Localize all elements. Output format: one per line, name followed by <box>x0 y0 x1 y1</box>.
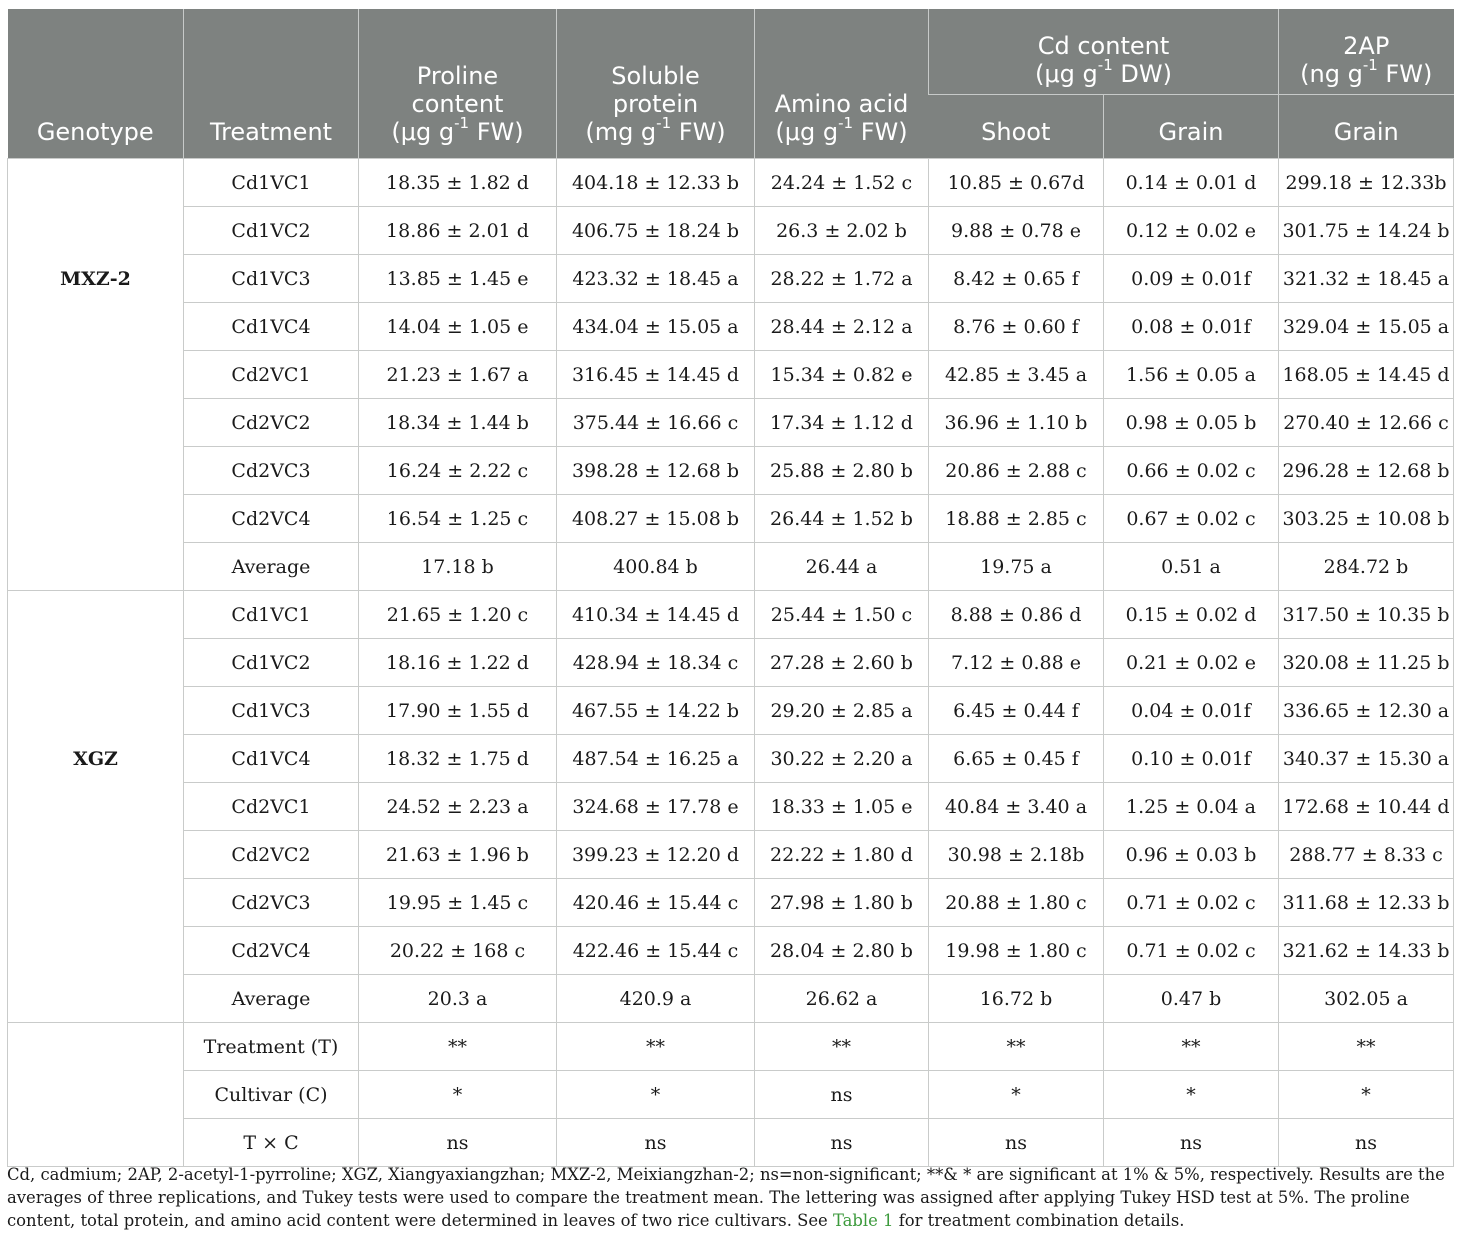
value-cell: 18.33 ± 1.05 e <box>755 783 929 831</box>
treatment-cell: Average <box>184 543 359 591</box>
value-cell: 26.44 ± 1.52 b <box>755 495 929 543</box>
value-cell: 9.88 ± 0.78 e <box>929 207 1104 255</box>
value-cell: 17.90 ± 1.55 d <box>359 687 557 735</box>
value-cell: ** <box>557 1023 755 1071</box>
value-cell: ** <box>929 1023 1104 1071</box>
treatment-cell: Cultivar (C) <box>184 1071 359 1119</box>
table-row <box>8 879 1454 927</box>
value-cell: 26.3 ± 2.02 b <box>755 207 929 255</box>
value-cell: ** <box>755 1023 929 1071</box>
value-cell: 404.18 ± 12.33 b <box>557 159 755 207</box>
genotype-cell <box>8 1119 184 1167</box>
treatment-cell: Cd1VC4 <box>184 735 359 783</box>
value-cell: 17.18 b <box>359 543 557 591</box>
value-cell: 288.77 ± 8.33 c <box>1279 831 1454 879</box>
table-1-link[interactable]: Table 1 <box>832 1211 894 1230</box>
table-row <box>8 351 1454 399</box>
treatment-cell: Cd1VC3 <box>184 255 359 303</box>
genotype-cell <box>8 831 184 879</box>
treatment-cell: Cd2VC3 <box>184 879 359 927</box>
value-cell: 18.32 ± 1.75 d <box>359 735 557 783</box>
table-row <box>8 639 1454 687</box>
value-cell: 398.28 ± 12.68 b <box>557 447 755 495</box>
value-cell: * <box>557 1071 755 1119</box>
value-cell: 422.46 ± 15.44 c <box>557 927 755 975</box>
value-cell: 28.44 ± 2.12 a <box>755 303 929 351</box>
table-footnote: Cd, cadmium; 2AP, 2-acetyl-1-pyrroline; XGZ, Xiangyaxiangzhan; MXZ-2, Meixiangzhan-2; ns=non-significant; **& * are significant at 1% & 5%, respectively. Results are the averages of three replications, and Tukey tests were used to compare the treatment mean. The lettering was assigned after applying Tukey HSD test at 5%. The proline content, total protein, and amino acid content were determined in leaves of two rice cultivars. See Table 1 for treatment combination details. <box>7 1165 1445 1230</box>
value-cell: 20.86 ± 2.88 c <box>929 447 1104 495</box>
value-cell: 8.42 ± 0.65 f <box>929 255 1104 303</box>
treatment-cell: T × C <box>184 1119 359 1167</box>
value-cell: 299.18 ± 12.33b <box>1279 159 1454 207</box>
value-cell: 316.45 ± 14.45 d <box>557 351 755 399</box>
value-cell: 28.22 ± 1.72 a <box>755 255 929 303</box>
value-cell: 1.56 ± 0.05 a <box>1104 351 1279 399</box>
value-cell: 0.15 ± 0.02 d <box>1104 591 1279 639</box>
value-cell: * <box>929 1071 1104 1119</box>
value-cell: 270.40 ± 12.66 c <box>1279 399 1454 447</box>
value-cell: 40.84 ± 3.40 a <box>929 783 1104 831</box>
table-row <box>8 303 1454 351</box>
value-cell: 17.34 ± 1.12 d <box>755 399 929 447</box>
value-cell: 15.34 ± 0.82 e <box>755 351 929 399</box>
table-row <box>8 927 1454 975</box>
treatment-cell: Cd1VC1 <box>184 591 359 639</box>
value-cell: 19.95 ± 1.45 c <box>359 879 557 927</box>
treatment-cell: Cd1VC2 <box>184 207 359 255</box>
genotype-cell <box>8 879 184 927</box>
treatment-cell: Cd1VC2 <box>184 639 359 687</box>
value-cell: 329.04 ± 15.05 a <box>1279 303 1454 351</box>
value-cell: ns <box>1279 1119 1454 1167</box>
value-cell: 19.75 a <box>929 543 1104 591</box>
value-cell: 0.96 ± 0.03 b <box>1104 831 1279 879</box>
value-cell: 420.46 ± 15.44 c <box>557 879 755 927</box>
value-cell: 0.09 ± 0.01f <box>1104 255 1279 303</box>
table-row <box>8 207 1454 255</box>
treatment-cell: Average <box>184 975 359 1023</box>
value-cell: 301.75 ± 14.24 b <box>1279 207 1454 255</box>
value-cell: 0.51 a <box>1104 543 1279 591</box>
value-cell: 21.65 ± 1.20 c <box>359 591 557 639</box>
value-cell: 172.68 ± 10.44 d <box>1279 783 1454 831</box>
value-cell: 24.24 ± 1.52 c <box>755 159 929 207</box>
value-cell: 25.44 ± 1.50 c <box>755 591 929 639</box>
value-cell: 18.35 ± 1.82 d <box>359 159 557 207</box>
genotype-cell <box>8 495 184 543</box>
value-cell: ns <box>359 1119 557 1167</box>
table-row <box>8 687 1454 735</box>
header-proline: Proline content (μg $g^{-1}$ FW) <box>359 9 557 159</box>
table-row <box>8 783 1454 831</box>
value-cell: 27.28 ± 2.60 b <box>755 639 929 687</box>
genotype-cell <box>8 543 184 591</box>
value-cell: 168.05 ± 14.45 d <box>1279 351 1454 399</box>
value-cell: 0.21 ± 0.02 e <box>1104 639 1279 687</box>
value-cell: 375.44 ± 16.66 c <box>557 399 755 447</box>
value-cell: 8.76 ± 0.60 f <box>929 303 1104 351</box>
header-2ap-grain: Grain <box>1279 95 1454 159</box>
value-cell: 410.34 ± 14.45 d <box>557 591 755 639</box>
genotype-cell <box>8 927 184 975</box>
value-cell: 24.52 ± 2.23 a <box>359 783 557 831</box>
value-cell: * <box>1104 1071 1279 1119</box>
treatment-cell: Cd2VC4 <box>184 927 359 975</box>
header-cd-content: Cd content (μg $g^{-1}$ DW) <box>929 9 1279 95</box>
value-cell: ns <box>755 1119 929 1167</box>
treatment-cell: Cd2VC3 <box>184 447 359 495</box>
value-cell: 27.98 ± 1.80 b <box>755 879 929 927</box>
header-cd-shoot: Shoot <box>929 95 1104 159</box>
value-cell: * <box>1279 1071 1454 1119</box>
table-container <box>7 9 1453 1167</box>
value-cell: ** <box>1104 1023 1279 1071</box>
table-row <box>8 1071 1454 1119</box>
value-cell: 14.04 ± 1.05 e <box>359 303 557 351</box>
treatment-cell: Cd1VC4 <box>184 303 359 351</box>
genotype-cell <box>8 639 184 687</box>
value-cell: 317.50 ± 10.35 b <box>1279 591 1454 639</box>
header-2ap: 2AP (ng $g^{-1}$ FW) <box>1279 9 1454 95</box>
treatment-cell: Cd2VC2 <box>184 831 359 879</box>
genotype-cell <box>8 159 184 207</box>
genotype-cell <box>8 687 184 735</box>
value-cell: 320.08 ± 11.25 b <box>1279 639 1454 687</box>
value-cell: 400.84 b <box>557 543 755 591</box>
value-cell: 399.23 ± 12.20 d <box>557 831 755 879</box>
table-row <box>8 1119 1454 1167</box>
value-cell: 21.23 ± 1.67 a <box>359 351 557 399</box>
value-cell: 20.88 ± 1.80 c <box>929 879 1104 927</box>
value-cell: 30.22 ± 2.20 a <box>755 735 929 783</box>
value-cell: 423.32 ± 18.45 a <box>557 255 755 303</box>
header-soluble-protein: Soluble protein (mg $g^{-1}$ FW) <box>557 9 755 159</box>
value-cell: 19.98 ± 1.80 c <box>929 927 1104 975</box>
value-cell: 16.24 ± 2.22 c <box>359 447 557 495</box>
genotype-cell <box>8 351 184 399</box>
value-cell: 0.71 ± 0.02 c <box>1104 879 1279 927</box>
header-treatment: Treatment <box>184 9 359 159</box>
value-cell: 36.96 ± 1.10 b <box>929 399 1104 447</box>
value-cell: 13.85 ± 1.45 e <box>359 255 557 303</box>
table-header <box>8 9 1454 159</box>
results-table <box>7 9 1454 1167</box>
header-amino-acid: Amino acid (μg $g^{-1}$ FW) <box>755 9 929 159</box>
genotype-cell <box>8 591 184 639</box>
genotype-cell <box>8 1023 184 1071</box>
value-cell: 0.12 ± 0.02 e <box>1104 207 1279 255</box>
table-row <box>8 399 1454 447</box>
value-cell: 296.28 ± 12.68 b <box>1279 447 1454 495</box>
value-cell: ns <box>755 1071 929 1119</box>
value-cell: 302.05 a <box>1279 975 1454 1023</box>
value-cell: 0.08 ± 0.01f <box>1104 303 1279 351</box>
value-cell: 20.22 ± 168 c <box>359 927 557 975</box>
header-cd-grain: Grain <box>1104 95 1279 159</box>
treatment-cell: Cd2VC4 <box>184 495 359 543</box>
value-cell: 6.45 ± 0.44 f <box>929 687 1104 735</box>
value-cell: 434.04 ± 15.05 a <box>557 303 755 351</box>
value-cell: 8.88 ± 0.86 d <box>929 591 1104 639</box>
value-cell: 21.63 ± 1.96 b <box>359 831 557 879</box>
table-row <box>8 831 1454 879</box>
value-cell: 336.65 ± 12.30 a <box>1279 687 1454 735</box>
value-cell: 18.16 ± 1.22 d <box>359 639 557 687</box>
value-cell: 16.54 ± 1.25 c <box>359 495 557 543</box>
genotype-cell <box>8 447 184 495</box>
value-cell: 16.72 b <box>929 975 1104 1023</box>
table-row <box>8 591 1454 639</box>
value-cell: 0.10 ± 0.01f <box>1104 735 1279 783</box>
genotype-cell <box>8 975 184 1023</box>
value-cell: 30.98 ± 2.18b <box>929 831 1104 879</box>
table-row <box>8 447 1454 495</box>
value-cell: 284.72 b <box>1279 543 1454 591</box>
value-cell: 1.25 ± 0.04 a <box>1104 783 1279 831</box>
treatment-cell: Cd2VC2 <box>184 399 359 447</box>
value-cell: 22.22 ± 1.80 d <box>755 831 929 879</box>
treatment-cell: Cd2VC1 <box>184 351 359 399</box>
value-cell: 18.34 ± 1.44 b <box>359 399 557 447</box>
value-cell: 6.65 ± 0.45 f <box>929 735 1104 783</box>
value-cell: 0.71 ± 0.02 c <box>1104 927 1279 975</box>
value-cell: 321.32 ± 18.45 a <box>1279 255 1454 303</box>
genotype-cell <box>8 783 184 831</box>
value-cell: ns <box>929 1119 1104 1167</box>
value-cell: 0.14 ± 0.01 d <box>1104 159 1279 207</box>
value-cell: 0.98 ± 0.05 b <box>1104 399 1279 447</box>
value-cell: ns <box>557 1119 755 1167</box>
table-row <box>8 159 1454 207</box>
value-cell: 303.25 ± 10.08 b <box>1279 495 1454 543</box>
table-body <box>8 159 1454 1167</box>
header-genotype: Genotype <box>8 9 184 159</box>
genotype-cell <box>8 207 184 255</box>
value-cell: 18.88 ± 2.85 c <box>929 495 1104 543</box>
value-cell: ns <box>1104 1119 1279 1167</box>
table-row <box>8 495 1454 543</box>
value-cell: 487.54 ± 16.25 a <box>557 735 755 783</box>
table-row <box>8 1023 1454 1071</box>
table-row <box>8 975 1454 1023</box>
table-row <box>8 255 1454 303</box>
treatment-cell: Cd1VC3 <box>184 687 359 735</box>
genotype-cell: MXZ-2 <box>8 255 184 303</box>
value-cell: 10.85 ± 0.67d <box>929 159 1104 207</box>
value-cell: ** <box>359 1023 557 1071</box>
genotype-cell <box>8 1071 184 1119</box>
value-cell: 28.04 ± 2.80 b <box>755 927 929 975</box>
value-cell: * <box>359 1071 557 1119</box>
value-cell: 311.68 ± 12.33 b <box>1279 879 1454 927</box>
value-cell: 26.62 a <box>755 975 929 1023</box>
value-cell: 420.9 a <box>557 975 755 1023</box>
value-cell: 340.37 ± 15.30 a <box>1279 735 1454 783</box>
treatment-cell: Cd1VC1 <box>184 159 359 207</box>
value-cell: 0.47 b <box>1104 975 1279 1023</box>
value-cell: 428.94 ± 18.34 c <box>557 639 755 687</box>
value-cell: 26.44 a <box>755 543 929 591</box>
value-cell: 0.67 ± 0.02 c <box>1104 495 1279 543</box>
value-cell: 324.68 ± 17.78 e <box>557 783 755 831</box>
table-row <box>8 735 1454 783</box>
value-cell: 0.04 ± 0.01f <box>1104 687 1279 735</box>
value-cell: 20.3 a <box>359 975 557 1023</box>
genotype-cell <box>8 399 184 447</box>
value-cell: 7.12 ± 0.88 e <box>929 639 1104 687</box>
value-cell: 406.75 ± 18.24 b <box>557 207 755 255</box>
table-row <box>8 543 1454 591</box>
value-cell: 408.27 ± 15.08 b <box>557 495 755 543</box>
treatment-cell: Cd2VC1 <box>184 783 359 831</box>
genotype-cell <box>8 303 184 351</box>
value-cell: 29.20 ± 2.85 a <box>755 687 929 735</box>
value-cell: ** <box>1279 1023 1454 1071</box>
value-cell: 18.86 ± 2.01 d <box>359 207 557 255</box>
genotype-cell: XGZ <box>8 735 184 783</box>
value-cell: 25.88 ± 2.80 b <box>755 447 929 495</box>
value-cell: 42.85 ± 3.45 a <box>929 351 1104 399</box>
value-cell: 321.62 ± 14.33 b <box>1279 927 1454 975</box>
treatment-cell: Treatment (T) <box>184 1023 359 1071</box>
value-cell: 0.66 ± 0.02 c <box>1104 447 1279 495</box>
value-cell: 467.55 ± 14.22 b <box>557 687 755 735</box>
